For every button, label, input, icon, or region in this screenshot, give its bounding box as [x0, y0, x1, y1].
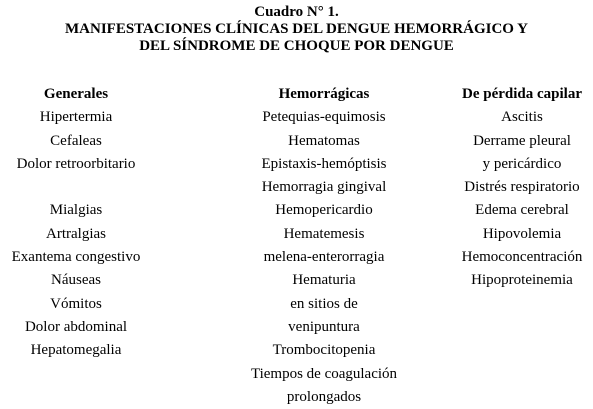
- list-item: Tiempos de coagulación: [250, 365, 398, 382]
- list-item: Cefaleas: [50, 132, 102, 149]
- list-item: Hematemesis: [283, 225, 365, 242]
- list-item: y pericárdico: [482, 155, 562, 172]
- list-item: Mialgias: [49, 202, 103, 219]
- list-item: Artralgias: [46, 225, 106, 242]
- list-item: Hipertermia: [39, 109, 113, 126]
- list-item: Hemorragia gingival: [261, 179, 387, 196]
- list-item: Dolor retroorbitario: [16, 155, 136, 172]
- caption-title-line-2: DEL SÍNDROME DE CHOQUE POR DENGUE: [139, 38, 454, 54]
- list-item: Hepatomegalia: [30, 342, 122, 359]
- list-item: Derrame pleural: [473, 132, 571, 149]
- column-hemorragicas: [232, 83, 416, 409]
- list-item: Hematuria: [292, 272, 356, 289]
- list-item: melena-enterorragia: [263, 249, 385, 266]
- list-item: Distrés respiratorio: [464, 179, 580, 196]
- list-item: Edema cerebral: [475, 202, 569, 219]
- list-item: Hipovolemia: [482, 225, 562, 242]
- column-generales: [0, 83, 152, 363]
- table-caption: [0, 4, 593, 55]
- caption-title-line-1: MANIFESTACIONES CLÍNICAS DEL DENGUE HEMORRÁGICO Y: [65, 21, 528, 37]
- list-item: Hemoconcentración: [461, 249, 583, 266]
- caption-number: Cuadro N° 1.: [254, 4, 339, 20]
- list-item: Epistaxis-hemóptisis: [261, 155, 387, 172]
- list-item: Hematomas: [288, 132, 360, 149]
- list-item: venipuntura: [288, 318, 360, 335]
- list-item: Dolor abdominal: [24, 318, 128, 335]
- list-item: Trombocitopenia: [272, 342, 376, 359]
- column-header: De pérdida capilar: [462, 86, 582, 102]
- list-item: Náuseas: [51, 272, 101, 289]
- column-perdida-capilar: [440, 83, 593, 293]
- list-item: Hipoproteinemia: [471, 272, 573, 289]
- list-item: Petequias-equimosis: [262, 109, 386, 126]
- column-header: Generales: [43, 86, 109, 102]
- list-item: Exantema congestivo: [11, 249, 141, 266]
- list-item: Ascitis: [501, 109, 543, 126]
- list-item: prolongados: [286, 388, 362, 405]
- list-item: en sitios de: [290, 295, 358, 312]
- list-spacer: [0, 176, 152, 199]
- column-header: Hemorrágicas: [278, 86, 370, 102]
- list-item: Hemopericardio: [275, 202, 373, 219]
- list-item: Vómitos: [50, 295, 102, 312]
